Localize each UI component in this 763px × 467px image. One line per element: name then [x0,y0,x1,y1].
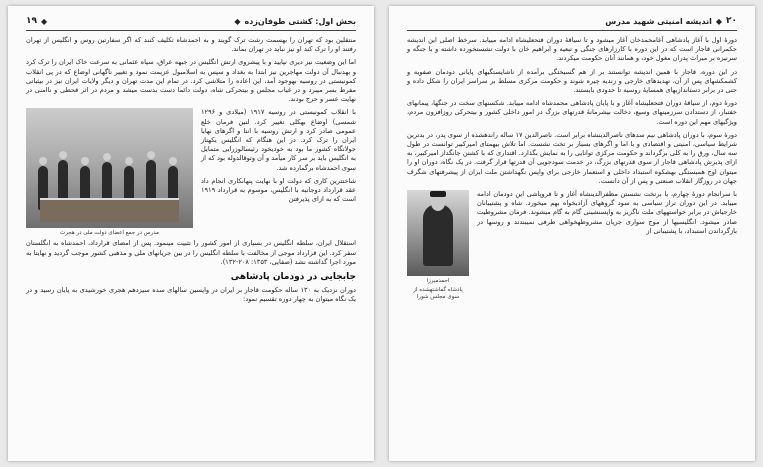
paragraph: در این دوره، قاجار با همین اندیشه توانستند بر از هم گسیختگی برآمده از ناشایستگیهای پایانی دودمان صفویه و کشمکشهای پس از آن، تهدیدهای خارجی و زندیه چیره شوند و حکومت مرکزی مسلط بر سراسر ایران را شکل داده و حتی در برابر دستاندازیهای همسایهٔ روسیه تا حدودی بایستند. [407,67,737,95]
header-rule [26,30,356,31]
header-rule [407,30,737,31]
diamond-icon: ◆ [715,16,722,26]
figure-caption: احمدمیرزا [426,278,450,285]
paragraph: منتقلین بود که تهران را بهسمت رشت ترک گویند و به احمدشاه تکلیف کنند که اگر سفارتین روس و انگلیس از تهران رفتند او را ترک کند او نیز نباید در تهران بماند. [26,36,356,54]
figure [407,190,469,301]
paragraph: اما این وضعیت نیز دیری نپایید و با پیشروی ارتش انگلیس در جبهه عراق، سپاه عثمانی به سرعت خاک ایران را ترک کرد و بهدنبال آن دولت مهاجرین نیز ابتدا به بغداد و سپس به اسلامبول عزیمت نمود و تغییر ناگهانی اوضاع که در پی انقلاب کمونیستی در روسیه بهوجود آمد، این اعاده را متلاشی کرد. در تمام این مدت تهران و دیگر ولایات ایران نیز در بیثباتی مفرط بسر میبرد و در غیاب مجلس و بیتحرکی شاه، دولت دائما دست بدست میشد و مردم در اثر قحطی و ناامنی در نهایت عسر و حرج بودند. [26,58,356,104]
diamond-icon: ◆ [41,16,48,26]
diamond-icon: ◆ [234,16,241,26]
paragraph: دورهٔ اول با آغاز پادشاهی آغامحمدخان آغاز میشود و تا سیاقهٔ دوران فتحعلیشاه ادامه مییابد. سرخط اصلی این اندیشه حکمرانی قاجار است که در این دوره با کارزارهای جنگی و تبعیه و ابراهیم خان با دولت نشستخورده داشته و با جنگه و سرنیزه بر میراث پدران مغول خود، و همانند آنان حکومت میکردند. [407,36,737,63]
header-title: بخش اول: کشتی طوفان‌زده [244,16,356,26]
paragraph: با انقلاب کمونیستی در روسیه ۱۹۱۷ (میلادی و ۱۲۹۶ شمسی) اوضاع بهکلی تغییر کرد. لنین فرمان خلع عمومی صادر کرد و ارتش روسیه با انتا و اگرهای نهایا ایران را ترک کرد. در این هنگام که انگلیس یکهتاز جولانگاه کشور ما بود به خودیخود رئیسالوزرایی متمایل به انگلیس باید بر سر کار میآمد و آن وثوقالدوله بود که از سوی احمدشاه برگمارده شد. [201,108,356,172]
portrait-photo [407,190,469,276]
figure-caption: پادشاه گماشتهشده از سوی مجلس شورا [413,287,463,301]
left-page [8,6,374,461]
paragraph: دوران نزدیک به ۱۳۰ ساله حکومت قاجار بر ایران در واپسین سالهای سده سیزدهم هجری خورشیدی به پایان رسید و در یک نگاه میتوان به چهار دوره تقسیم نمود: [26,286,356,304]
paragraph: دورهٔ سوم، با دوران پادشاهی نیم سدهای ناصرالدینشاه برابر است. ناصرالدین ۱۷ ساله راندهشده از سوی پدر، در بدترین شرایط سیاسی، امنیتی و اقتصادی و با اما و اگرهای بسیار بر تخت نشست. اما تلاش بیهمتای امیرکبیر توانست در طول سه سال، ورق را به کلی برگرداند و حکومت مرکزی توانایی را به نمایش بگذارد. اقتداری که با کشتن جانگداز امیرکبیر، به ازای پذیرش پادشاهی قاجار از سوی قدرتهای بزرگ، در خدمت سودجویی آن قدرتها قرار گرفت. در یک نگاه، دوران او را میتوان اوج همبستگی بهشکوه استبداد داخلی و استعمار خارجی برای واپس نگهداشتن ملت ایران از پیشرفتهای شگرف جهان در روزگار انقلاب صنعتی و پس از آن دانست. [407,130,737,185]
table-shape [40,198,179,222]
section-heading: جابجایی در دودمان پادشاهی [230,272,356,283]
paragraph: استقلال ایران، سلطه انگلیس در بسیاری از امور کشور را تثبیت مینمود. پس از امضای قرارداد، احمدشاه به انگلستان سفر کرد. این قرارداد موجی از مخالفت با سلطه انگلیس را در بین جریانهای ملی و مذهبی کشور موجب گردید و نهایتا به مورد اجرا گذاشته نشد (صفایی، ۱۳۵۳: ۲۰۸-۱۳۲). [26,239,356,266]
person-figure [423,204,453,266]
page-body [26,36,356,453]
right-page [389,6,755,461]
group-photo [26,108,193,228]
page-number: ۱۹ [26,16,37,26]
paragraph: دورهٔ دوم، از سیاقهٔ دوران فتحعلیشاه آغاز و با پایان پادشاهی محمدشاه ادامه مییابد. شکستهای سخت در جنگها، پیمانهای خفتبار، از دستدادن سرزمینهای وسیع، دخالت بیشرمانهٔ قدرتهای بزرگ در امور داخلی کشور و بیتحرکی روزافزون مردم، ویژگیهای مهم این دوره است. [407,99,737,126]
page-body [407,36,737,453]
header-title: اندیشه امنیتی شهید مدرس [605,16,712,26]
figure-caption: مدرس در جمع اعضای دولت ملی در هجرت [60,230,159,237]
paragraph: با سرانجام دورهٔ چهارم، با برتخت نشستن مظفرالدینشاه آغاز و تا فروپاشی این دودمان ادامه مییابد. در این دوران تراز سیاسی به سود گروههای آزادیخواه بهم میخورد. شاه و پشتیبانان خارجیاش در برابر خواستههای ملت ناگزیر به واپسنشینی گام به گام میشوند. فرمان مشروطیت صادر میشود. انگلیسیها از موج سواری جریان مشروطهخواهی طرفی نمیبندند و روسها در بازگرداندن استبداد، با پشتیبانی از [477,190,737,235]
figure [26,108,193,237]
running-header [407,14,737,28]
page-number: ۲۰ [726,16,737,26]
paragraph: شاختترین کاری که دولت او با نهایت پنهانکاری انجام داد عقد قرارداد دوجانبه با انگلیس، موسوم به قرارداد ۱۹۱۹ است که به ازای پذیرفتن [201,176,356,204]
running-header [26,14,356,28]
